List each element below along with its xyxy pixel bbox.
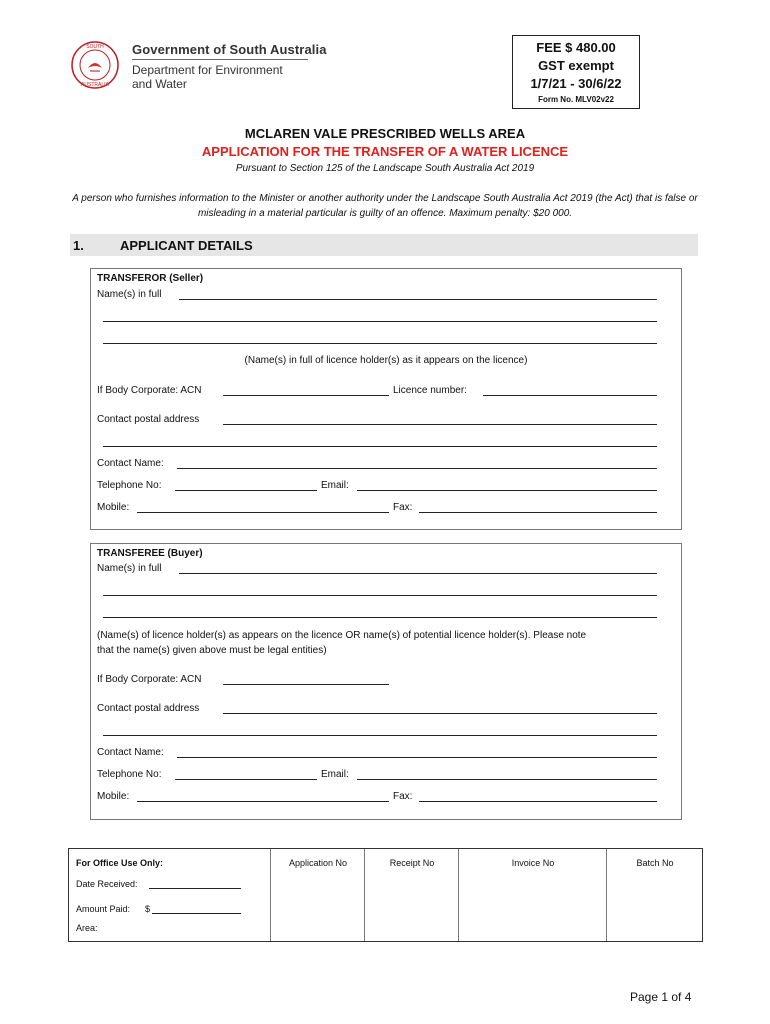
transferor-email-field[interactable]: [357, 490, 657, 491]
transferor-acn-label: If Body Corporate: ACN: [97, 385, 202, 396]
area-title: MCLAREN VALE PRESCRIBED WELLS AREA: [244, 126, 526, 141]
transferee-heading: TRANSFEREE (Buyer): [97, 548, 203, 559]
transferee-address-field-2[interactable]: [103, 735, 657, 736]
section-title: APPLICANT DETAILS: [120, 238, 253, 253]
transferee-contact-label: Contact Name:: [97, 747, 164, 758]
fee-box: [512, 35, 640, 109]
transferor-licence-field[interactable]: [483, 395, 657, 396]
transferee-telephone-field[interactable]: [175, 779, 317, 780]
application-no-cell[interactable]: [270, 849, 365, 941]
transferee-contact-field[interactable]: [177, 757, 657, 758]
transferee-names-field-1[interactable]: [179, 573, 657, 574]
page-number: Page 1 of 4: [630, 990, 692, 1004]
application-no-header: Application No: [288, 858, 348, 868]
sa-government-logo: [70, 40, 120, 90]
batch-no-cell[interactable]: [606, 849, 703, 941]
transferee-telephone-label: Telephone No:: [97, 769, 162, 780]
svg-text:SOUTH: SOUTH: [86, 44, 104, 50]
transferor-names-note: (Name(s) in full of licence holder(s) as it appears on the licence): [244, 355, 528, 366]
section-number: 1.: [73, 238, 84, 253]
fee-amount: FEE $ 480.00: [536, 40, 616, 55]
svg-text:AUSTRALIA: AUSTRALIA: [81, 82, 109, 88]
batch-no-header: Batch No: [636, 858, 674, 868]
transferor-box: [90, 268, 682, 530]
transferor-address-field-1[interactable]: [223, 424, 657, 425]
area-label: Area:: [76, 923, 98, 933]
amount-paid-field[interactable]: [152, 913, 241, 914]
amount-paid-label: Amount Paid:: [76, 904, 131, 914]
transferee-address-field-1[interactable]: [223, 713, 657, 714]
transferee-mobile-field[interactable]: [137, 801, 389, 802]
office-use-heading: For Office Use Only:: [76, 858, 164, 868]
application-title: APPLICATION FOR THE TRANSFER OF A WATER LICENCE: [201, 144, 569, 159]
transferor-email-label: Email:: [321, 480, 349, 491]
penalty-warning: A person who furnishes information to the Minister or another authority under the Landscape South Australia Act 2019 (the Act) that is false or misleading in a material particular is guilty of an offence. Maximum penalty: $20 000.: [72, 193, 698, 219]
transferee-names-note-1: (Name(s) of licence holder(s) as appears on the licence OR name(s) of potential licence holder(s). Please note: [97, 630, 587, 641]
transferee-email-label: Email:: [321, 769, 349, 780]
header-divider: [132, 59, 308, 60]
date-received-label: Date Received:: [76, 879, 138, 889]
invoice-no-header: Invoice No: [511, 858, 555, 868]
transferor-names-field-1[interactable]: [179, 299, 657, 300]
receipt-no-header: Receipt No: [389, 858, 435, 868]
transferee-box: [90, 543, 682, 820]
form-number: Form No. MLV02v22: [538, 95, 614, 104]
transferor-licence-label: Licence number:: [393, 385, 467, 396]
department-name: Department for Environment and Water: [132, 63, 283, 91]
transferee-fax-label: Fax:: [393, 791, 413, 802]
transferee-acn-field[interactable]: [223, 684, 389, 685]
transferor-heading: TRANSFEROR (Seller): [97, 273, 204, 284]
transferor-mobile-label: Mobile:: [97, 502, 130, 513]
office-use-table: [68, 848, 703, 942]
transferee-names-label: Name(s) in full: [97, 563, 162, 574]
transferee-email-field[interactable]: [357, 779, 657, 780]
invoice-no-cell[interactable]: [458, 849, 607, 941]
receipt-no-cell[interactable]: [364, 849, 459, 941]
transferor-names-field-3[interactable]: [103, 343, 657, 344]
transferee-address-label: Contact postal address: [97, 703, 200, 714]
pursuant-subtitle: Pursuant to Section 125 of the Landscape South Australia Act 2019: [235, 163, 535, 174]
transferor-acn-field[interactable]: [223, 395, 389, 396]
transferee-names-note-2: that the name(s) given above must be legal entities): [97, 645, 327, 656]
transferor-address-field-2[interactable]: [103, 446, 657, 447]
transferee-mobile-label: Mobile:: [97, 791, 130, 802]
transferor-telephone-field[interactable]: [175, 490, 317, 491]
transferee-names-field-3[interactable]: [103, 617, 657, 618]
transferee-fax-field[interactable]: [419, 801, 657, 802]
transferee-names-field-2[interactable]: [103, 595, 657, 596]
amount-currency: $: [145, 904, 151, 914]
transferee-acn-label: If Body Corporate: ACN: [97, 674, 202, 685]
date-received-field[interactable]: [149, 888, 241, 889]
fee-period: 1/7/21 - 30/6/22: [530, 76, 622, 91]
transferor-fax-field[interactable]: [419, 512, 657, 513]
transferor-fax-label: Fax:: [393, 502, 413, 513]
transferor-mobile-field[interactable]: [137, 512, 389, 513]
transferor-telephone-label: Telephone No:: [97, 480, 162, 491]
transferor-contact-label: Contact Name:: [97, 458, 164, 469]
transferor-address-label: Contact postal address: [97, 414, 200, 425]
gst-status: GST exempt: [538, 58, 614, 73]
transferor-names-field-2[interactable]: [103, 321, 657, 322]
transferor-contact-field[interactable]: [177, 468, 657, 469]
government-name: Government of South Australia: [132, 42, 327, 57]
transferor-names-label: Name(s) in full: [97, 289, 162, 300]
